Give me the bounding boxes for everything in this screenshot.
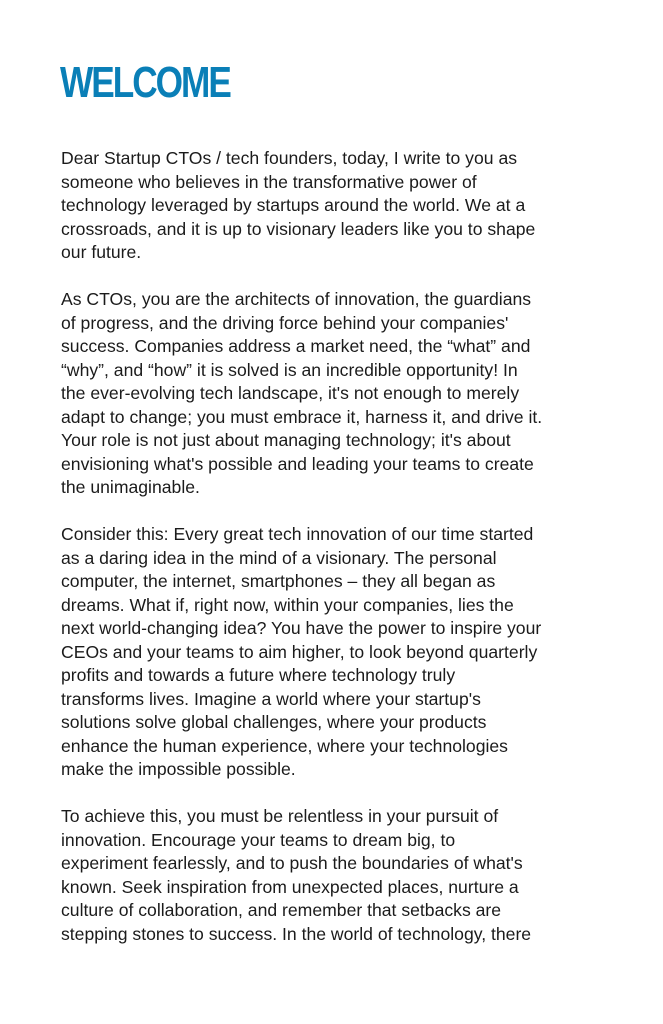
text-line: make the impossible possible. bbox=[61, 759, 296, 779]
text-line: adapt to change; you must embrace it, harness it, and drive it. bbox=[61, 406, 543, 427]
paragraph-2 bbox=[61, 288, 609, 500]
text-line: of progress, and the driving force behind your companies' bbox=[61, 312, 509, 333]
text-line: as a daring idea in the mind of a visionary. The personal bbox=[61, 547, 497, 568]
text-line: next world-changing idea? You have the power to inspire your bbox=[61, 618, 542, 638]
text-line: Your role is not just about managing technology; it's about bbox=[61, 430, 511, 450]
text-line: stepping stones to success. In the world of technology, there bbox=[61, 923, 532, 944]
text-line: dreams. What if, right now, within your companies, lies the bbox=[61, 594, 514, 615]
paragraph-4 bbox=[61, 805, 609, 946]
text-line: envisioning what's possible and leading your teams to create bbox=[61, 453, 534, 474]
text-line: the ever-evolving tech landscape, it's not enough to merely bbox=[61, 383, 520, 403]
text-line: As CTOs, you are the architects of innovation, the guardians bbox=[61, 289, 532, 309]
text-line: CEOs and your teams to aim higher, to look beyond quarterly bbox=[61, 641, 538, 662]
text-line: crossroads, and it is up to visionary leaders like you to shape bbox=[61, 218, 536, 239]
text-line: profits and towards a future where technology truly bbox=[61, 665, 456, 685]
text-line: culture of collaboration, and remember that setbacks are bbox=[61, 900, 502, 920]
text-line: computer, the internet, smartphones – they all began as bbox=[61, 571, 496, 591]
text-line: the unimaginable. bbox=[61, 477, 200, 497]
text-line: technology leveraged by startups around the world. We at a bbox=[61, 195, 526, 215]
letter-body bbox=[61, 147, 609, 946]
text-line: known. Seek inspiration from unexpected places, nurture a bbox=[61, 876, 519, 897]
text-line: enhance the human experience, where your technologies bbox=[61, 735, 508, 756]
paragraph-1 bbox=[61, 147, 609, 265]
text-line: “why”, and “how” it is solved is an incredible opportunity! In bbox=[61, 359, 518, 380]
text-line: To achieve this, you must be relentless in your pursuit of bbox=[61, 806, 499, 826]
paragraph-3 bbox=[61, 523, 609, 782]
text-line: Consider this: Every great tech innovation of our time started bbox=[61, 524, 534, 544]
text-line: Dear Startup CTOs / tech founders, today, I write to you as bbox=[61, 148, 518, 168]
text-line: solutions solve global challenges, where your products bbox=[61, 712, 487, 732]
text-line: success. Companies address a market need, the “what” and bbox=[61, 336, 531, 356]
text-line: experiment fearlessly, and to push the boundaries of what's bbox=[61, 853, 523, 873]
text-line: someone who believes in the transformative power of bbox=[61, 171, 477, 192]
text-line: our future. bbox=[61, 242, 142, 262]
page-heading: WELCOME bbox=[60, 58, 230, 107]
text-line: innovation. Encourage your teams to dream big, to bbox=[61, 829, 456, 850]
text-line: transforms lives. Imagine a world where your startup's bbox=[61, 688, 481, 709]
